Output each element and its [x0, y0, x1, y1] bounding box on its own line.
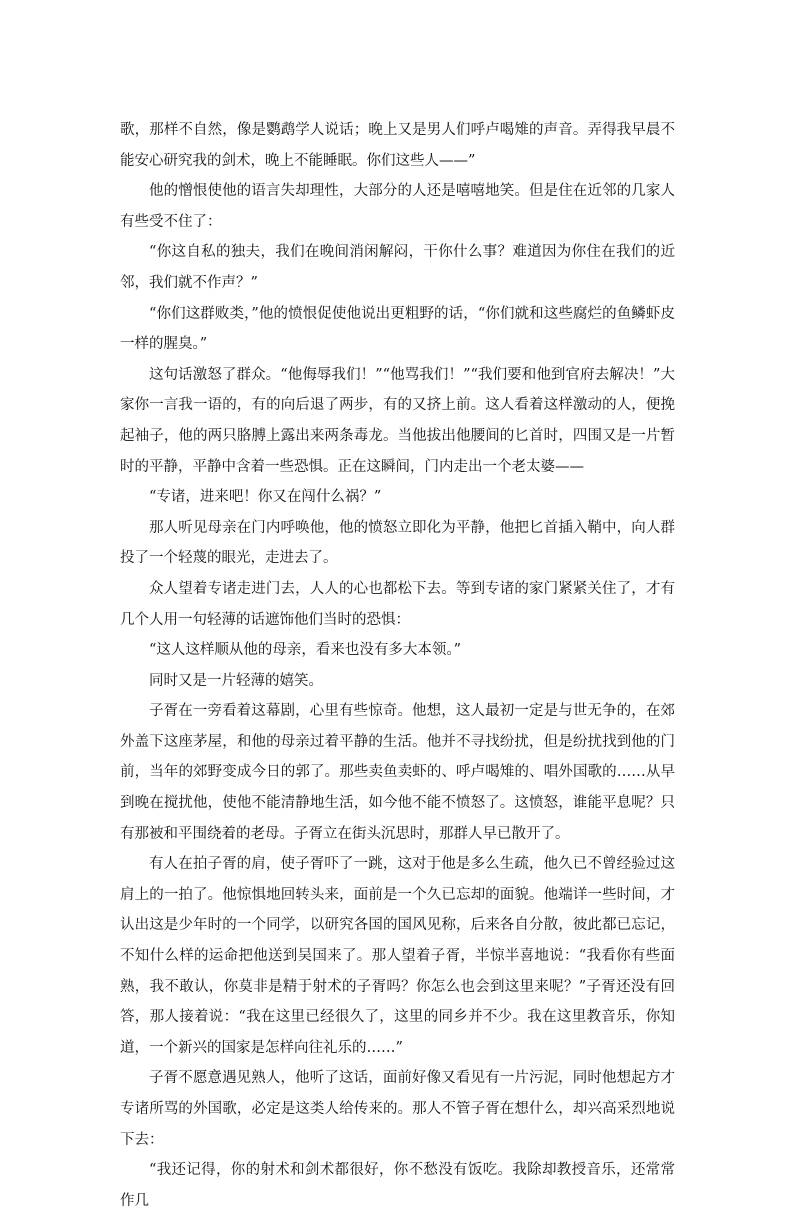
- paragraph-5: 这句话激怒了群众。“他侮辱我们！”“他骂我们！”“我们要和他到官府去解决！”大家你一言我一语的，有的向后退了两步，有的又挤上前。这人看着这样激动的人，便挽起袖子，他的两只胳膊上露出来两条毒龙。当他拔出他腰间的匕首时，四围又是一片暂时的平静，平静中含着一些恐惧。正在这瞬间，门内走出一个老太婆——: [120, 366, 675, 475]
- paragraph-13: 子胥不愿意遇见熟人，他听了这话，面前好像又看见有一片污泥，同时他想起方才专诸所骂的外国歌，必定是这类人给传来的。那人不管子胥在想什么，却兴高采烈地说下去：: [120, 1070, 675, 1148]
- paragraph-9: “这人这样顺从他的母亲，看来也没有多大本领。”: [149, 642, 462, 659]
- paragraph-3: “你这自私的独夫，我们在晚间消闲解闷，干你什么事？难道因为你住在我们的近邻，我们就不作声？”: [120, 244, 675, 291]
- paragraph-12: 有人在拍子胥的肩，使子胥吓了一跳，这对于他是多么生疏，他久已不曾经验过这肩上的一拍了。他惊惧地回转头来，面前是一个久已忘却的面貌。他端详一些时间，才认出这是少年时的一个同学，以研究各国的国风见称，后来各自分散，彼此都已忘记，不知什么样的运命把他送到吴国来了。那人望着子胥，半惊半喜地说：“我看你有些面熟，我不敢认，你莫非是精于射术的子胥吗？你怎么也会到这里来呢？”子胥还没有回答，那人接着说：“我在这里已经很久了，这里的同乡并不少。我在这里教音乐，你知道，一个新兴的国家是怎样向往礼乐的……”: [120, 856, 675, 1056]
- paragraph-6: “专诸，进来吧！你又在闯什么祸？”: [149, 489, 382, 506]
- paragraph-2: 他的憎恨使他的语言失却理性，大部分的人还是嘻嘻地笑。但是住在近邻的几家人有些受不住了：: [120, 183, 675, 230]
- paragraph-11: 子胥在一旁看着这幕剧，心里有些惊奇。他想，这人最初一定是与世无争的，在郊外盖下这座茅屋，和他的母亲过着平静的生活。他并不寻找纷扰，但是纷扰找到他的门前，当年的郊野变成今日的郭了。那些卖鱼卖虾的、呼卢喝雉的、唱外国歌的……从早到晚在搅扰他，使他不能清静地生活，如今他不能不愤怒了。这愤怒，谁能平息呢？只有那被和平围绕着的老母。子胥立在街头沉思时，那群人早已散开了。: [120, 703, 675, 842]
- paragraph-8: 众人望着专诸走进门去，人人的心也都松下去。等到专诸的家门紧紧关住了，才有几个人用一句轻薄的话遮饰他们当时的恐惧：: [120, 580, 675, 628]
- document-page: [120, 115, 675, 1216]
- paragraph-14: “我还记得，你的射术和剑术都很好，你不愁没有饭吃。我除却教授音乐，还常常作几: [120, 1162, 675, 1209]
- paragraph-4: “你们这群败类，”他的愤恨促使他说出更粗野的话，“你们就和这些腐烂的鱼鳞虾皮一样的腥臭。”: [120, 305, 675, 353]
- paragraph-10: 同时又是一片轻薄的嬉笑。: [149, 672, 323, 689]
- paragraph-7: 那人听见母亲在门内呼唤他，他的愤怒立即化为平静，他把匕首插入鞘中，向人群投了一个轻蔑的眼光，走进去了。: [120, 519, 675, 567]
- paragraph-1: 歌，那样不自然，像是鹦鹉学人说话；晚上又是男人们呼卢喝雉的声音。弄得我早晨不能安心研究我的剑术，晚上不能睡眠。你们这些人——”: [120, 122, 675, 169]
